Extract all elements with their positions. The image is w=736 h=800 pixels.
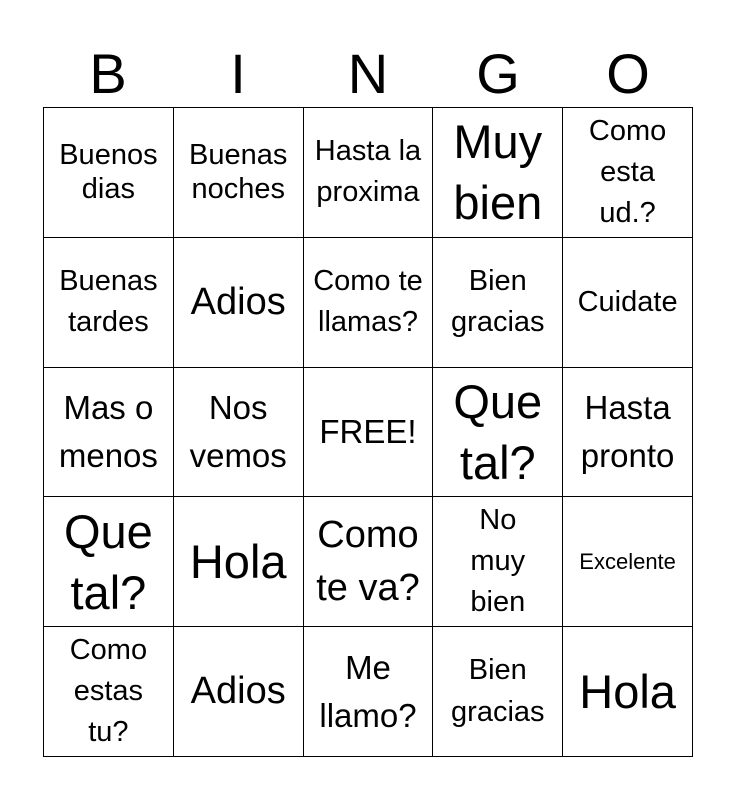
bingo-cell[interactable] xyxy=(433,238,563,368)
bingo-cell[interactable] xyxy=(563,238,693,368)
cell-text: Bien gracias xyxy=(451,654,545,728)
bingo-cell[interactable] xyxy=(433,368,563,498)
header-letter-o: O xyxy=(606,42,650,105)
bingo-cell[interactable] xyxy=(304,497,434,627)
cell-text: Buenas noches xyxy=(189,139,288,206)
bingo-cell[interactable] xyxy=(174,627,304,757)
bingo-header xyxy=(43,40,693,108)
cell-text: Mas o menos xyxy=(58,389,158,474)
bingo-cell[interactable] xyxy=(44,497,174,627)
bingo-cell[interactable] xyxy=(433,497,563,627)
cell-text: Hola xyxy=(579,664,676,718)
bingo-cell[interactable] xyxy=(563,497,693,627)
free-text: FREE! xyxy=(319,412,417,450)
bingo-cell[interactable] xyxy=(44,108,174,238)
bingo-cell[interactable] xyxy=(44,627,174,757)
bingo-cell[interactable] xyxy=(304,108,434,238)
cell-text: Como te va? xyxy=(316,513,420,609)
header-letter-n: N xyxy=(347,42,389,105)
bingo-board xyxy=(43,107,693,757)
bingo-cell[interactable] xyxy=(304,627,434,757)
header-letter-i: I xyxy=(230,42,246,105)
cell-text: Adios xyxy=(190,280,286,323)
bingo-cell[interactable] xyxy=(174,368,304,498)
bingo-cell[interactable] xyxy=(44,368,174,498)
bingo-cell[interactable] xyxy=(563,627,693,757)
bingo-cell[interactable] xyxy=(563,368,693,498)
bingo-cell[interactable] xyxy=(174,497,304,627)
bingo-cell[interactable] xyxy=(433,627,563,757)
cell-text: Nos vemos xyxy=(189,389,287,474)
cell-text: Adios xyxy=(190,670,286,713)
header-letter-b: B xyxy=(89,42,127,105)
cell-text: Como estas tu? xyxy=(69,633,148,749)
cell-text: Que tal? xyxy=(63,504,153,619)
bingo-cell-free[interactable] xyxy=(304,368,434,498)
cell-text: Buenos dias xyxy=(59,139,158,206)
cell-text: Muy bien xyxy=(453,115,543,230)
bingo-cell[interactable] xyxy=(174,108,304,238)
cell-text: Excelente xyxy=(579,548,676,574)
cell-text: Bien gracias xyxy=(451,265,545,339)
bingo-cell[interactable] xyxy=(174,238,304,368)
cell-text: Hasta la proxima xyxy=(314,135,422,209)
cell-text: Hola xyxy=(189,535,287,589)
cell-text: Como te llamas? xyxy=(313,265,423,339)
cell-text: Como esta ud.? xyxy=(588,114,667,229)
bingo-cell[interactable] xyxy=(563,108,693,238)
cell-text: Hasta pronto xyxy=(580,389,675,474)
cell-text: Que tal? xyxy=(453,374,543,489)
header-letter-g: G xyxy=(476,42,520,105)
cell-text: No muy bien xyxy=(470,504,526,619)
bingo-cell[interactable] xyxy=(304,238,434,368)
cell-text: Cuidate xyxy=(577,286,678,319)
cell-text: Me llamo? xyxy=(319,648,417,734)
cell-text: Buenas tardes xyxy=(59,265,158,339)
bingo-cell[interactable] xyxy=(433,108,563,238)
bingo-cell[interactable] xyxy=(44,238,174,368)
